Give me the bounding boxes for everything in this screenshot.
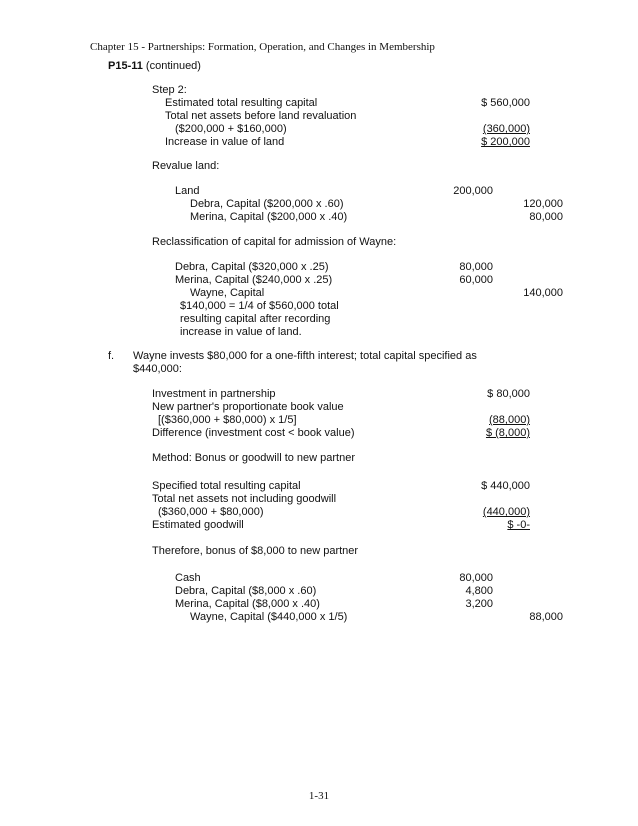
journal-row4-account: Wayne, Capital ($440,000 x 1/5) xyxy=(190,611,348,623)
journal-row1-account: Cash xyxy=(175,572,201,584)
difference-label: Difference (investment cost < book value) xyxy=(152,427,355,439)
net-assets-label: Total net assets not including goodwill xyxy=(152,493,337,505)
step2-line3-label: ($200,000 + $160,000) xyxy=(175,123,287,135)
step2-line2-label: Total net assets before land revaluation xyxy=(165,110,357,122)
reclass-row1-debit: 80,000 xyxy=(459,261,493,273)
problem-heading xyxy=(108,60,201,73)
reclass-row3-account: Wayne, Capital xyxy=(190,287,265,299)
step2-title: Step 2: xyxy=(152,84,187,96)
reclass-note-line2: resulting capital after recording xyxy=(180,313,331,325)
page-header: Chapter 15 - Partnerships: Formation, Operation, and Changes in Membership xyxy=(90,41,435,53)
revalue-row2-account: Debra, Capital ($200,000 x .60) xyxy=(190,198,344,210)
goodwill-value: $ -0- xyxy=(507,519,530,531)
revalue-row3-account: Merina, Capital ($200,000 x .40) xyxy=(190,211,348,223)
net-assets-calc-value: (440,000) xyxy=(482,506,530,518)
journal-row4-credit: 88,000 xyxy=(529,611,563,623)
method-line: Method: Bonus or goodwill to new partner xyxy=(152,452,356,464)
page-number: 1-31 xyxy=(308,790,330,802)
journal-row3-account: Merina, Capital ($8,000 x .40) xyxy=(175,598,320,610)
net-assets-calc-label: ($360,000 + $80,000) xyxy=(158,506,264,518)
reclass-note-line3: increase in value of land. xyxy=(180,326,302,338)
step2-line4-value: $ 200,000 xyxy=(481,136,530,148)
journal-row2-debit: 4,800 xyxy=(465,585,493,597)
book-value-calc-value: (88,000) xyxy=(489,414,530,426)
book-value-calc-label: [($360,000 + $80,000) x 1/5] xyxy=(158,414,297,426)
specified-capital-value: $ 440,000 xyxy=(481,480,530,492)
journal-row3-debit: 3,200 xyxy=(465,598,493,610)
problem-note: (continued) xyxy=(142,60,201,72)
investment-value: $ 80,000 xyxy=(487,388,530,400)
revalue-title: Revalue land: xyxy=(152,160,220,172)
investment-label: Investment in partnership xyxy=(152,388,276,400)
revalue-row2-credit: 120,000 xyxy=(523,198,563,210)
specified-capital-label: Specified total resulting capital xyxy=(152,480,301,492)
reclass-title: Reclassification of capital for admission of Wayne: xyxy=(152,236,397,248)
revalue-row1-debit: 200,000 xyxy=(453,185,493,197)
reclass-row3-credit: 140,000 xyxy=(523,287,563,299)
journal-row2-account: Debra, Capital ($8,000 x .60) xyxy=(175,585,317,597)
goodwill-label: Estimated goodwill xyxy=(152,519,244,531)
revalue-row3-credit: 80,000 xyxy=(529,211,563,223)
part-f-question-line2: $440,000: xyxy=(133,363,182,375)
revalue-row1-account: Land xyxy=(175,185,200,197)
book-value-label: New partner's proportionate book value xyxy=(152,401,344,413)
step2-line3-value: (360,000) xyxy=(482,123,530,135)
step2-line4-label: Increase in value of land xyxy=(165,136,285,148)
therefore-line: Therefore, bonus of $8,000 to new partner xyxy=(152,545,359,557)
reclass-note-line1: $140,000 = 1/4 of $560,000 total xyxy=(180,300,339,312)
step2-line1-label: Estimated total resulting capital xyxy=(165,97,318,109)
reclass-row2-debit: 60,000 xyxy=(459,274,493,286)
part-f-question-line1: Wayne invests $80,000 for a one-fifth interest; total capital specified as xyxy=(133,350,477,362)
difference-value: $ (8,000) xyxy=(485,427,530,439)
reclass-row1-account: Debra, Capital ($320,000 x .25) xyxy=(175,261,329,273)
step2-line1-value: $ 560,000 xyxy=(481,97,530,109)
part-f-label: f. xyxy=(108,350,115,362)
problem-id: P15-11 xyxy=(108,60,143,72)
reclass-row2-account: Merina, Capital ($240,000 x .25) xyxy=(175,274,333,286)
journal-row1-debit: 80,000 xyxy=(459,572,493,584)
